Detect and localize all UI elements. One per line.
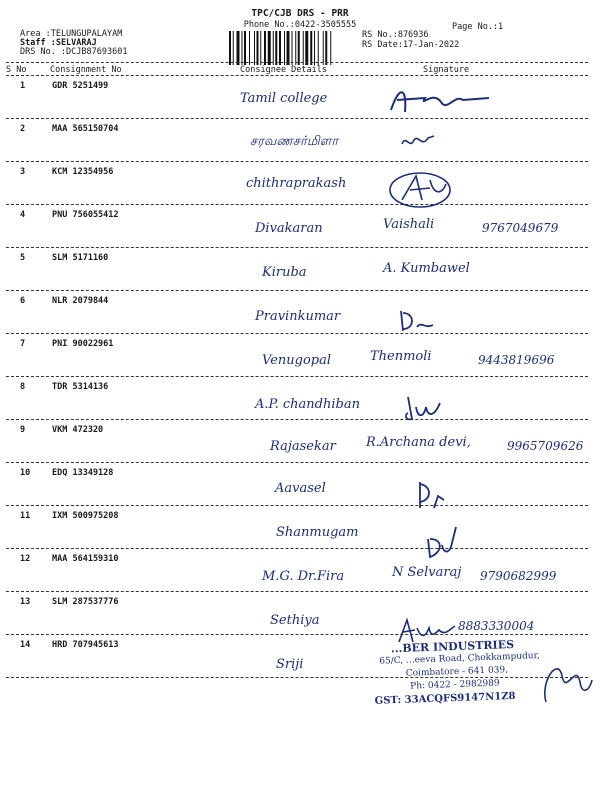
row-divider (6, 591, 588, 592)
barcode-bar (229, 31, 231, 65)
column-consignment: Consignment No (50, 65, 122, 75)
signature-scribble (385, 82, 495, 118)
row-consignment-number: PNU 756055412 (52, 210, 119, 220)
row-consignee-name: Sethiya (270, 613, 320, 628)
signature-scribble (400, 393, 445, 425)
barcode-bar (310, 31, 312, 65)
barcode (229, 31, 355, 65)
barcode-bar (257, 31, 259, 65)
row-serial-number: 10 (20, 468, 31, 478)
row-signature: N Selvaraj (392, 565, 462, 580)
row-receiver-phone: 9965709626 (507, 439, 584, 453)
row-consignee-name: Divakaran (255, 221, 323, 236)
barcode-bar (303, 31, 304, 65)
row-consignment-number: VKM 472320 (52, 425, 104, 435)
row-consignment-number: TDR 5314136 (52, 382, 109, 392)
row-serial-number: 6 (20, 296, 26, 306)
row-consignment-number: NLR 2079844 (52, 296, 109, 306)
stamp-gst: GST: 33ACQFS9147N1Z8 (374, 690, 516, 707)
row-consignment-number: MAA 565150704 (52, 124, 119, 134)
company-stamp (371, 637, 542, 723)
barcode-bar (305, 31, 308, 65)
barcode-bar (287, 31, 290, 65)
row-consignee-name: Venugopal (262, 353, 332, 368)
row-receiver-phone: 8883330004 (458, 619, 535, 633)
row-consignment-number: GDR 5251499 (52, 81, 109, 91)
row-divider (6, 290, 588, 291)
row-divider (6, 376, 588, 377)
barcode-bar (264, 31, 266, 65)
row-consignee-name: Shanmugam (276, 525, 359, 540)
barcode-bar (237, 31, 240, 65)
column-consignee: Consignee Details (240, 65, 327, 75)
drs-number: DRS No. :DCJB87693601 (20, 47, 128, 57)
barcode-bar (298, 31, 300, 65)
row-consignee-name: Tamil college (240, 91, 328, 106)
barcode-bar (330, 31, 331, 65)
row-serial-number: 9 (20, 425, 26, 435)
row-consignee-name: A.P. chandhiban (255, 397, 360, 412)
stamp-signature-scribble (536, 652, 596, 708)
area-label: Area :TELUNGUPALAYAM (20, 29, 123, 39)
header-divider (6, 62, 588, 63)
phone-number: Phone No.:0422-3505555 (243, 20, 357, 30)
signature-scribble (414, 478, 448, 512)
row-consignee-name: Pravinkumar (255, 309, 341, 324)
row-consignee-name: chithraprakash (246, 176, 347, 191)
row-serial-number: 14 (20, 640, 31, 650)
row-serial-number: 2 (20, 124, 26, 134)
barcode-bar (273, 31, 274, 65)
staff-label: Staff :SELVARAJ (20, 38, 97, 48)
page-number: Page No.:1 (452, 22, 504, 32)
report-title: TPC/CJB DRS - PRR (251, 8, 349, 19)
row-consignee-name: Kiruba (262, 265, 307, 280)
barcode-bar (268, 31, 271, 65)
row-consignment-number: MAA 564159310 (52, 554, 119, 564)
row-signature: Vaishali (383, 217, 435, 232)
barcode-bar (292, 31, 293, 65)
barcode-bar (244, 31, 246, 65)
row-serial-number: 1 (20, 81, 26, 91)
barcode-bar (275, 31, 277, 65)
column-divider (6, 75, 588, 76)
row-consignment-number: KCM 12354956 (52, 167, 114, 177)
row-consignee-name: Rajasekar (270, 439, 336, 454)
barcode-bar (318, 31, 319, 65)
stamp-address-line: 65/C, ...eeva Road, Chokkampudur, (379, 651, 540, 667)
row-receiver-phone: 9443819696 (478, 353, 555, 367)
row-serial-number: 5 (20, 253, 26, 263)
row-divider (6, 634, 588, 635)
row-divider (6, 548, 588, 549)
row-consignment-number: SLM 5171160 (52, 253, 109, 263)
signature-scribble (398, 130, 438, 152)
stamp-company-name: ...BER INDUSTRIES (390, 637, 515, 656)
stamp-city: Coimbatore - 641 039, (405, 665, 509, 679)
rs-number: RS No.:876936 (362, 30, 429, 40)
signature-scribble (395, 305, 435, 335)
row-consignee-name: Aavasel (275, 481, 326, 496)
row-consignment-number: HRD 707945613 (52, 640, 119, 650)
barcode-bar (260, 31, 261, 65)
barcode-bar (279, 31, 281, 65)
barcode-bar (242, 31, 243, 65)
row-consignment-number: PNI 90022961 (52, 339, 114, 349)
row-divider (6, 462, 588, 463)
column-sno: S No (6, 65, 27, 75)
row-consignment-number: EDQ 13349128 (52, 468, 114, 478)
row-divider (6, 118, 588, 119)
barcode-bar (325, 31, 327, 65)
row-consignment-number: IXM 500975208 (52, 511, 119, 521)
row-divider (6, 333, 588, 334)
barcode-bar (233, 31, 234, 65)
row-signature: R.Archana devi, (366, 435, 471, 450)
row-consignment-number: SLM 287537776 (52, 597, 119, 607)
row-consignee-name: M.G. Dr.Fira (262, 569, 345, 584)
row-signature: A. Kumbawel (383, 261, 470, 276)
barcode-bar (323, 31, 324, 65)
row-serial-number: 13 (20, 597, 31, 607)
rs-date: RS Date:17-Jan-2022 (362, 40, 460, 50)
barcode-bar (249, 31, 250, 65)
row-receiver-phone: 9790682999 (480, 569, 557, 583)
row-serial-number: 3 (20, 167, 26, 177)
barcode-bar (314, 31, 315, 65)
row-serial-number: 12 (20, 554, 31, 564)
signature-scribble (386, 170, 456, 210)
row-serial-number: 8 (20, 382, 26, 392)
barcode-bar (295, 31, 296, 65)
barcode-bar (284, 31, 285, 65)
row-receiver-phone: 9767049679 (482, 221, 559, 235)
column-signature: Signature (423, 65, 470, 75)
row-consignee-name: சரவணசர்மிளா (250, 134, 339, 149)
row-divider (6, 419, 588, 420)
barcode-bar (254, 31, 255, 65)
row-serial-number: 7 (20, 339, 26, 349)
row-serial-number: 4 (20, 210, 26, 220)
signature-scribble (420, 523, 460, 563)
row-consignee-name: Sriji (276, 657, 304, 672)
row-divider (6, 204, 588, 205)
row-divider (6, 247, 588, 248)
row-divider (6, 161, 588, 162)
stamp-phone: Ph: 0422 - 2982989 (410, 678, 500, 692)
row-signature: Thenmoli (370, 349, 432, 364)
row-serial-number: 11 (20, 511, 31, 521)
row-divider (6, 505, 588, 506)
